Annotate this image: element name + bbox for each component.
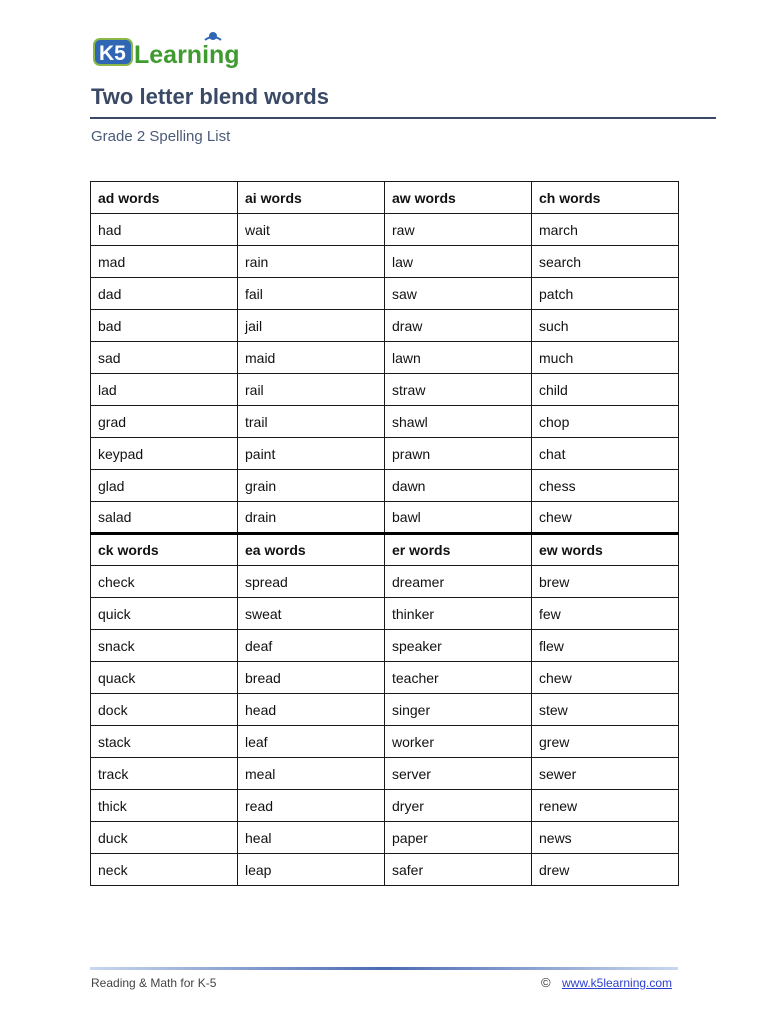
word-cell: chess <box>532 470 679 502</box>
spelling-word-table <box>90 181 679 886</box>
word-cell: raw <box>385 214 532 246</box>
word-cell: sad <box>91 342 238 374</box>
column-header: ch words <box>532 182 679 214</box>
word-cell: wait <box>238 214 385 246</box>
word-cell: child <box>532 374 679 406</box>
k5-learning-logo[interactable] <box>93 30 263 72</box>
table-row <box>91 470 679 502</box>
table-row <box>91 374 679 406</box>
word-cell: draw <box>385 310 532 342</box>
svg-text:Learning: Learning <box>134 41 240 69</box>
word-cell: quick <box>91 598 238 630</box>
word-cell: worker <box>385 726 532 758</box>
word-cell: chew <box>532 662 679 694</box>
footer-tagline: Reading & Math for K-5 <box>91 976 217 990</box>
word-cell: few <box>532 598 679 630</box>
word-cell: maid <box>238 342 385 374</box>
table-row <box>91 278 679 310</box>
word-cell: drew <box>532 854 679 886</box>
word-cell: leap <box>238 854 385 886</box>
column-header: ea words <box>238 534 385 566</box>
word-cell: jail <box>238 310 385 342</box>
copyright-symbol: © <box>541 975 551 990</box>
table-row <box>91 630 679 662</box>
word-cell: such <box>532 310 679 342</box>
page-title: Two letter blend words <box>91 84 329 109</box>
word-cell: singer <box>385 694 532 726</box>
word-cell: speaker <box>385 630 532 662</box>
table-row <box>91 406 679 438</box>
word-cell: sweat <box>238 598 385 630</box>
word-cell: dad <box>91 278 238 310</box>
word-cell: grad <box>91 406 238 438</box>
word-cell: keypad <box>91 438 238 470</box>
column-header: aw words <box>385 182 532 214</box>
word-cell: check <box>91 566 238 598</box>
word-cell: meal <box>238 758 385 790</box>
word-cell: bawl <box>385 502 532 534</box>
word-cell: heal <box>238 822 385 854</box>
table-row <box>91 438 679 470</box>
word-cell: grew <box>532 726 679 758</box>
word-cell: dawn <box>385 470 532 502</box>
table-row <box>91 726 679 758</box>
word-cell: duck <box>91 822 238 854</box>
word-cell: quack <box>91 662 238 694</box>
word-cell: law <box>385 246 532 278</box>
table-row <box>91 854 679 886</box>
word-cell: thinker <box>385 598 532 630</box>
column-header: ai words <box>238 182 385 214</box>
word-cell: head <box>238 694 385 726</box>
word-cell: news <box>532 822 679 854</box>
column-header: ew words <box>532 534 679 566</box>
footer-divider <box>90 967 678 970</box>
word-cell: much <box>532 342 679 374</box>
table-row <box>91 246 679 278</box>
word-cell: had <box>91 214 238 246</box>
word-cell: stew <box>532 694 679 726</box>
word-cell: leaf <box>238 726 385 758</box>
word-cell: rain <box>238 246 385 278</box>
word-cell: paint <box>238 438 385 470</box>
table-row <box>91 342 679 374</box>
word-cell: deaf <box>238 630 385 662</box>
word-cell: rail <box>238 374 385 406</box>
page-subtitle: Grade 2 Spelling List <box>91 128 231 145</box>
word-cell: shawl <box>385 406 532 438</box>
word-cell: renew <box>532 790 679 822</box>
column-header: ad words <box>91 182 238 214</box>
table-header-row <box>91 182 679 214</box>
word-cell: chat <box>532 438 679 470</box>
word-cell: straw <box>385 374 532 406</box>
title-divider <box>90 117 716 119</box>
column-header: er words <box>385 534 532 566</box>
word-cell: track <box>91 758 238 790</box>
word-cell: read <box>238 790 385 822</box>
table-row <box>91 822 679 854</box>
word-cell: lad <box>91 374 238 406</box>
word-cell: mad <box>91 246 238 278</box>
word-cell: safer <box>385 854 532 886</box>
word-cell: stack <box>91 726 238 758</box>
word-cell: prawn <box>385 438 532 470</box>
word-cell: chop <box>532 406 679 438</box>
column-header: ck words <box>91 534 238 566</box>
word-cell: snack <box>91 630 238 662</box>
table-row <box>91 694 679 726</box>
word-cell: server <box>385 758 532 790</box>
word-cell: saw <box>385 278 532 310</box>
word-cell: fail <box>238 278 385 310</box>
table-row <box>91 310 679 342</box>
table-row <box>91 214 679 246</box>
word-cell: search <box>532 246 679 278</box>
word-cell: salad <box>91 502 238 534</box>
word-cell: neck <box>91 854 238 886</box>
table-row <box>91 502 679 534</box>
word-cell: dock <box>91 694 238 726</box>
table-row <box>91 598 679 630</box>
word-cell: sewer <box>532 758 679 790</box>
word-cell: thick <box>91 790 238 822</box>
word-cell: lawn <box>385 342 532 374</box>
word-cell: bad <box>91 310 238 342</box>
table-header-row <box>91 534 679 566</box>
word-cell: grain <box>238 470 385 502</box>
word-cell: patch <box>532 278 679 310</box>
word-cell: spread <box>238 566 385 598</box>
table-row <box>91 662 679 694</box>
word-cell: teacher <box>385 662 532 694</box>
table-row <box>91 566 679 598</box>
word-cell: glad <box>91 470 238 502</box>
word-cell: trail <box>238 406 385 438</box>
svg-text:K5: K5 <box>99 42 126 65</box>
word-cell: chew <box>532 502 679 534</box>
word-cell: paper <box>385 822 532 854</box>
word-cell: drain <box>238 502 385 534</box>
word-cell: dryer <box>385 790 532 822</box>
table-row <box>91 790 679 822</box>
word-cell: bread <box>238 662 385 694</box>
word-cell: dreamer <box>385 566 532 598</box>
k5learning-link[interactable]: www.k5learning.com <box>562 976 673 990</box>
word-cell: march <box>532 214 679 246</box>
word-cell: brew <box>532 566 679 598</box>
table-row <box>91 758 679 790</box>
word-cell: flew <box>532 630 679 662</box>
